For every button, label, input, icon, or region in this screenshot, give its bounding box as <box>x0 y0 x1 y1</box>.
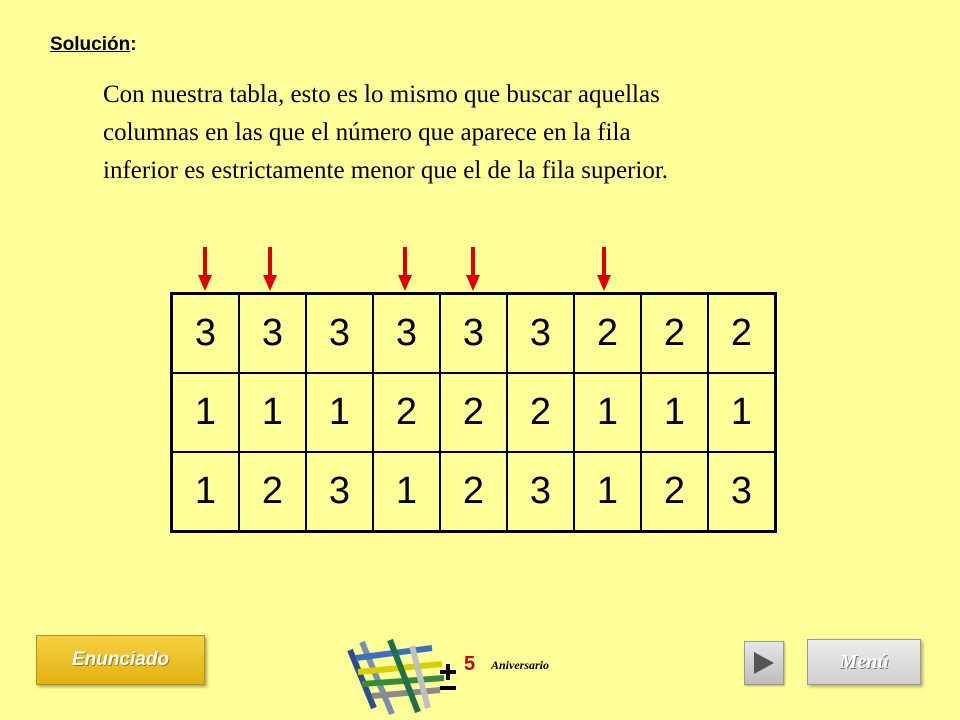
down-arrow-icon <box>198 247 212 291</box>
anniversary-number: 5 <box>464 653 476 675</box>
paragraph-line: inferior es estrictamente menor que el de la fila superior. <box>103 157 669 184</box>
down-arrow-icon <box>263 247 277 291</box>
down-arrow-icon <box>466 247 480 291</box>
table-cell: 2 <box>574 294 641 374</box>
table-cell: 1 <box>306 373 373 452</box>
table-cell: 1 <box>574 452 641 532</box>
down-arrow-icon <box>597 247 611 291</box>
next-button[interactable] <box>744 641 784 685</box>
solution-heading <box>50 34 137 56</box>
table-row-top <box>172 294 776 374</box>
table-cell: 3 <box>440 294 507 374</box>
table-cell: 1 <box>708 373 776 452</box>
table-cell: 2 <box>440 373 507 452</box>
table-cell: 3 <box>306 294 373 374</box>
table-cell: 3 <box>239 294 306 374</box>
table-cell: 2 <box>440 452 507 532</box>
table-cell: 3 <box>507 452 574 532</box>
enunciado-button[interactable]: Enunciado <box>36 635 205 685</box>
table-cell: 2 <box>239 452 306 532</box>
table-cell: 2 <box>373 373 440 452</box>
anniversary-logo <box>332 628 572 718</box>
table-cell: 1 <box>172 452 240 532</box>
table-row-middle <box>172 373 776 452</box>
table-cell: 3 <box>172 294 240 374</box>
table-cell: 3 <box>373 294 440 374</box>
table-cell: 3 <box>708 452 776 532</box>
table-cell: 1 <box>641 373 708 452</box>
table-cell: 2 <box>641 294 708 374</box>
solution-heading-text: Solución <box>50 34 131 55</box>
solution-heading-colon: : <box>130 34 137 55</box>
down-arrow-icon <box>398 247 412 291</box>
table-cell: 3 <box>306 452 373 532</box>
table-cell: 1 <box>574 373 641 452</box>
table-cell: 2 <box>641 452 708 532</box>
table-cell: 1 <box>172 373 240 452</box>
table-cell: 1 <box>373 452 440 532</box>
anniversary-text: Aniversario <box>491 658 550 672</box>
menu-button[interactable]: Menú <box>807 639 921 685</box>
table-row-bottom <box>172 452 776 532</box>
paragraph-line: Con nuestra tabla, esto es lo mismo que buscar aquellas <box>103 81 660 108</box>
paragraph-line: columnas en las que el número que aparece en la fila <box>103 119 631 146</box>
explanation-paragraph <box>103 76 863 190</box>
play-triangle-icon <box>752 650 776 676</box>
table-cell: 2 <box>507 373 574 452</box>
number-table <box>170 292 777 533</box>
table-cell: 1 <box>239 373 306 452</box>
table-cell: 2 <box>708 294 776 374</box>
table-cell: 3 <box>507 294 574 374</box>
